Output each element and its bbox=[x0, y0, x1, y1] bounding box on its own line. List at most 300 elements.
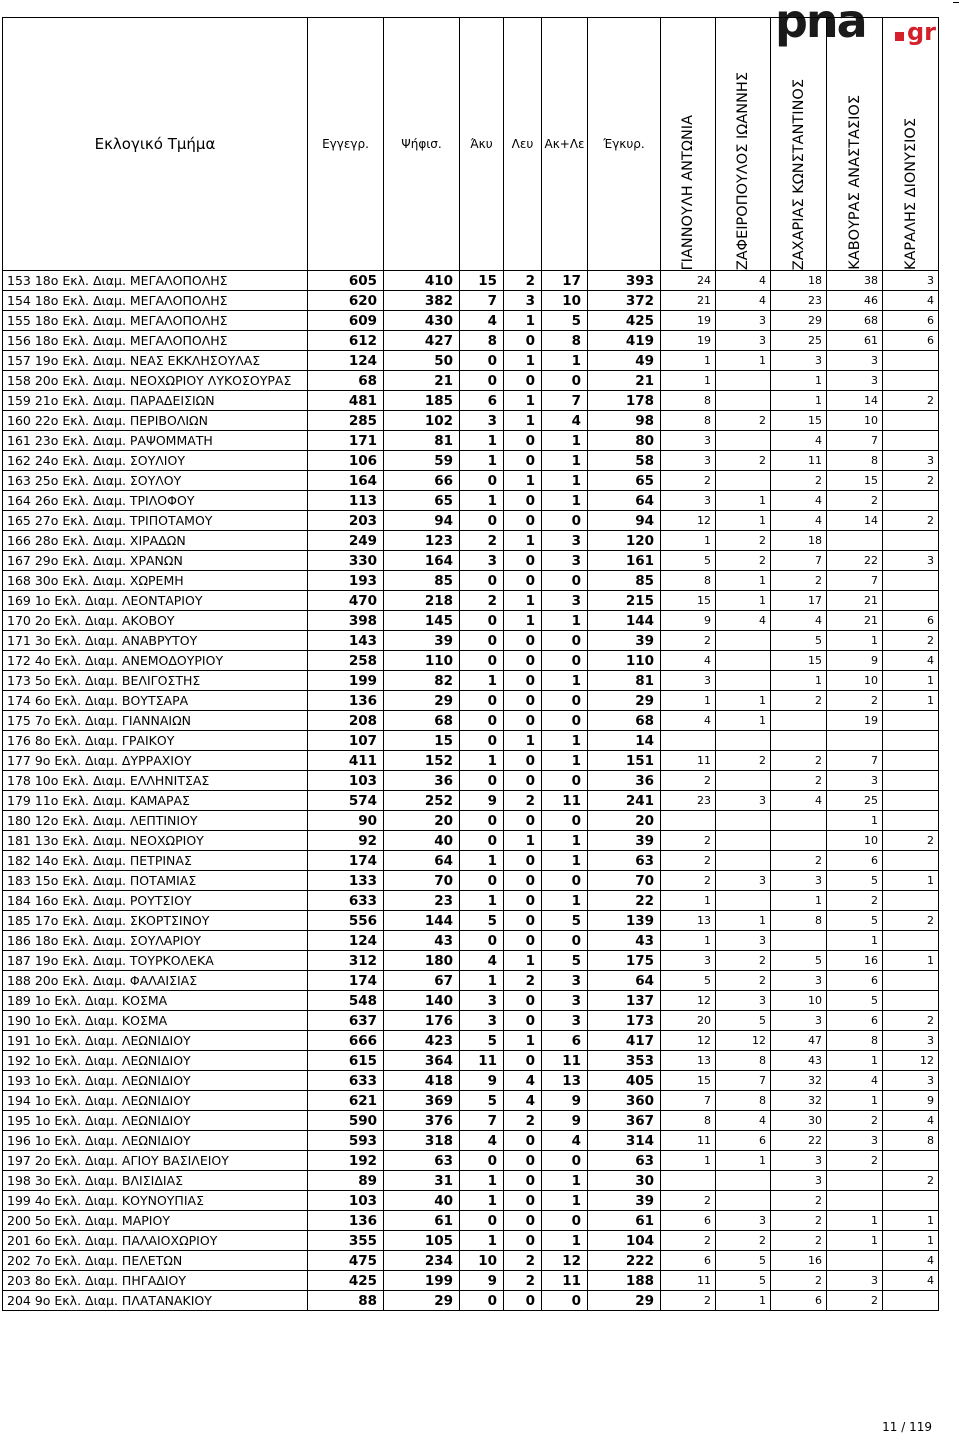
candidate-votes-cell bbox=[716, 731, 771, 751]
count-cell: 136 bbox=[308, 1211, 384, 1231]
count-cell: 0 bbox=[504, 1191, 542, 1211]
count-cell: 94 bbox=[384, 511, 460, 531]
section-name-cell: 154 18ο Εκλ. Διαμ. ΜΕΓΑΛΟΠΟΛΗΣ bbox=[3, 291, 308, 311]
section-name-cell: 157 19ο Εκλ. Διαμ. ΝΕΑΣ ΕΚΚΛΗΣΟΥΛΑΣ bbox=[3, 351, 308, 371]
count-cell: 140 bbox=[384, 991, 460, 1011]
table-row bbox=[3, 671, 939, 691]
candidate-votes-cell: 2 bbox=[661, 771, 716, 791]
count-cell: 175 bbox=[588, 951, 661, 971]
count-cell: 14 bbox=[588, 731, 661, 751]
section-name-cell: 191 1ο Εκλ. Διαμ. ΛΕΩΝΙΔΙΟΥ bbox=[3, 1031, 308, 1051]
count-cell: 49 bbox=[588, 351, 661, 371]
candidate-votes-cell: 3 bbox=[827, 1131, 883, 1151]
count-cell: 1 bbox=[542, 851, 588, 871]
candidate-votes-cell: 3 bbox=[827, 1271, 883, 1291]
count-cell: 173 bbox=[588, 1011, 661, 1031]
section-name-cell: 162 24ο Εκλ. Διαμ. ΣΟΥΛΙΟΥ bbox=[3, 451, 308, 471]
count-cell: 90 bbox=[308, 811, 384, 831]
count-cell: 0 bbox=[460, 1151, 504, 1171]
candidate-votes-cell: 1 bbox=[827, 1211, 883, 1231]
count-cell: 105 bbox=[384, 1231, 460, 1251]
candidate-votes-cell: 1 bbox=[883, 671, 939, 691]
candidate-votes-cell bbox=[716, 651, 771, 671]
candidate-votes-cell: 2 bbox=[883, 1171, 939, 1191]
candidate-votes-cell: 1 bbox=[771, 371, 827, 391]
count-cell: 13 bbox=[542, 1071, 588, 1091]
count-cell: 470 bbox=[308, 591, 384, 611]
count-cell: 0 bbox=[542, 511, 588, 531]
count-cell: 427 bbox=[384, 331, 460, 351]
section-name-cell: 201 6ο Εκλ. Διαμ. ΠΑΛΑΙΟΧΩΡΙΟΥ bbox=[3, 1231, 308, 1251]
count-cell: 30 bbox=[588, 1171, 661, 1191]
count-cell: 6 bbox=[542, 1031, 588, 1051]
candidate-name: ΓΙΑΝΝΟΥΛΗ ΑΝΤΩΝΙΑ bbox=[680, 114, 696, 270]
candidate-votes-cell bbox=[883, 1151, 939, 1171]
table-row bbox=[3, 711, 939, 731]
section-name-cell: 173 5ο Εκλ. Διαμ. ΒΕΛΙΓΟΣΤΗΣ bbox=[3, 671, 308, 691]
count-cell: 29 bbox=[384, 691, 460, 711]
candidate-votes-cell: 2 bbox=[827, 1111, 883, 1131]
table-row bbox=[3, 791, 939, 811]
table-row bbox=[3, 611, 939, 631]
table-row bbox=[3, 811, 939, 831]
count-cell: 369 bbox=[384, 1091, 460, 1111]
table-row bbox=[3, 1291, 939, 1311]
count-cell: 178 bbox=[588, 391, 661, 411]
candidate-votes-cell: 6 bbox=[716, 1131, 771, 1151]
count-cell: 40 bbox=[384, 1191, 460, 1211]
count-cell: 11 bbox=[542, 1051, 588, 1071]
table-row bbox=[3, 351, 939, 371]
count-cell: 68 bbox=[384, 711, 460, 731]
candidate-votes-cell: 3 bbox=[661, 431, 716, 451]
count-cell: 3 bbox=[460, 991, 504, 1011]
count-cell: 0 bbox=[504, 1291, 542, 1311]
section-name-cell: 175 7ο Εκλ. Διαμ. ΓΙΑΝΝΑΙΩΝ bbox=[3, 711, 308, 731]
count-cell: 0 bbox=[460, 831, 504, 851]
section-name-cell: 156 18ο Εκλ. Διαμ. ΜΕΓΑΛΟΠΟΛΗΣ bbox=[3, 331, 308, 351]
count-cell: 1 bbox=[460, 671, 504, 691]
count-cell: 367 bbox=[588, 1111, 661, 1131]
candidate-votes-cell bbox=[771, 931, 827, 951]
table-row bbox=[3, 471, 939, 491]
count-cell: 9 bbox=[460, 791, 504, 811]
count-cell: 104 bbox=[588, 1231, 661, 1251]
count-cell: 5 bbox=[460, 911, 504, 931]
section-name-cell: 187 19ο Εκλ. Διαμ. ΤΟΥΡΚΟΛΕΚΑ bbox=[3, 951, 308, 971]
section-name-cell: 170 2ο Εκλ. Διαμ. ΑΚΟΒΟΥ bbox=[3, 611, 308, 631]
table-row bbox=[3, 1011, 939, 1031]
candidate-votes-cell bbox=[883, 751, 939, 771]
header-candidate bbox=[827, 18, 883, 271]
results-table bbox=[2, 17, 939, 1311]
candidate-votes-cell: 11 bbox=[661, 1271, 716, 1291]
candidate-votes-cell: 8 bbox=[661, 1111, 716, 1131]
count-cell: 0 bbox=[504, 551, 542, 571]
count-cell: 1 bbox=[542, 351, 588, 371]
candidate-votes-cell bbox=[883, 1191, 939, 1211]
candidate-votes-cell: 11 bbox=[771, 451, 827, 471]
candidate-votes-cell: 4 bbox=[771, 611, 827, 631]
candidate-votes-cell: 3 bbox=[661, 671, 716, 691]
count-cell: 0 bbox=[542, 1151, 588, 1171]
candidate-votes-cell: 18 bbox=[771, 531, 827, 551]
count-cell: 0 bbox=[504, 771, 542, 791]
header-invalid: Άκυ bbox=[460, 18, 504, 271]
count-cell: 318 bbox=[384, 1131, 460, 1151]
table-row bbox=[3, 531, 939, 551]
count-cell: 7 bbox=[460, 291, 504, 311]
count-cell: 0 bbox=[504, 991, 542, 1011]
candidate-votes-cell bbox=[883, 811, 939, 831]
count-cell: 0 bbox=[460, 811, 504, 831]
candidate-votes-cell bbox=[883, 411, 939, 431]
candidate-votes-cell: 19 bbox=[661, 331, 716, 351]
count-cell: 0 bbox=[504, 871, 542, 891]
count-cell: 0 bbox=[504, 711, 542, 731]
count-cell: 68 bbox=[588, 711, 661, 731]
table-row bbox=[3, 991, 939, 1011]
candidate-votes-cell: 4 bbox=[827, 1071, 883, 1091]
count-cell: 0 bbox=[542, 871, 588, 891]
count-cell: 0 bbox=[504, 431, 542, 451]
count-cell: 314 bbox=[588, 1131, 661, 1151]
candidate-votes-cell: 6 bbox=[883, 331, 939, 351]
candidate-votes-cell: 1 bbox=[827, 1091, 883, 1111]
candidate-votes-cell: 2 bbox=[827, 891, 883, 911]
count-cell: 1 bbox=[504, 471, 542, 491]
count-cell: 0 bbox=[542, 771, 588, 791]
count-cell: 144 bbox=[588, 611, 661, 631]
count-cell: 1 bbox=[542, 891, 588, 911]
count-cell: 0 bbox=[460, 371, 504, 391]
candidate-votes-cell bbox=[827, 731, 883, 751]
count-cell: 15 bbox=[460, 271, 504, 291]
candidate-votes-cell: 2 bbox=[771, 1271, 827, 1291]
count-cell: 59 bbox=[384, 451, 460, 471]
candidate-votes-cell: 24 bbox=[661, 271, 716, 291]
table-row bbox=[3, 1171, 939, 1191]
candidate-votes-cell: 14 bbox=[827, 391, 883, 411]
candidate-votes-cell: 38 bbox=[827, 271, 883, 291]
count-cell: 0 bbox=[460, 691, 504, 711]
section-name-cell: 172 4ο Εκλ. Διαμ. ΑΝΕΜΟΔΟΥΡΙΟΥ bbox=[3, 651, 308, 671]
count-cell: 199 bbox=[384, 1271, 460, 1291]
candidate-votes-cell: 3 bbox=[771, 871, 827, 891]
candidate-votes-cell: 10 bbox=[827, 411, 883, 431]
candidate-votes-cell bbox=[716, 671, 771, 691]
count-cell: 39 bbox=[588, 631, 661, 651]
count-cell: 621 bbox=[308, 1091, 384, 1111]
count-cell: 612 bbox=[308, 331, 384, 351]
count-cell: 0 bbox=[504, 891, 542, 911]
count-cell: 2 bbox=[504, 1251, 542, 1271]
count-cell: 11 bbox=[542, 791, 588, 811]
candidate-votes-cell bbox=[827, 1191, 883, 1211]
count-cell: 208 bbox=[308, 711, 384, 731]
count-cell: 103 bbox=[308, 771, 384, 791]
header-row bbox=[3, 18, 939, 271]
section-name-cell: 182 14ο Εκλ. Διαμ. ΠΕΤΡΙΝΑΣ bbox=[3, 851, 308, 871]
count-cell: 0 bbox=[460, 631, 504, 651]
candidate-votes-cell: 6 bbox=[827, 851, 883, 871]
table-row bbox=[3, 511, 939, 531]
candidate-votes-cell: 2 bbox=[883, 1011, 939, 1031]
logo-suffix: gr bbox=[907, 18, 937, 46]
candidate-votes-cell: 4 bbox=[771, 431, 827, 451]
count-cell: 1 bbox=[504, 1031, 542, 1051]
count-cell: 425 bbox=[308, 1271, 384, 1291]
count-cell: 1 bbox=[460, 1171, 504, 1191]
count-cell: 666 bbox=[308, 1031, 384, 1051]
count-cell: 63 bbox=[384, 1151, 460, 1171]
section-name-cell: 165 27ο Εκλ. Διαμ. ΤΡΙΠΟΤΑΜΟΥ bbox=[3, 511, 308, 531]
count-cell: 0 bbox=[542, 571, 588, 591]
count-cell: 21 bbox=[384, 371, 460, 391]
count-cell: 9 bbox=[542, 1091, 588, 1111]
candidate-votes-cell bbox=[883, 891, 939, 911]
candidate-votes-cell bbox=[716, 371, 771, 391]
count-cell: 0 bbox=[504, 691, 542, 711]
count-cell: 29 bbox=[588, 1291, 661, 1311]
count-cell: 133 bbox=[308, 871, 384, 891]
table-row bbox=[3, 731, 939, 751]
count-cell: 0 bbox=[460, 731, 504, 751]
candidate-votes-cell: 4 bbox=[716, 291, 771, 311]
count-cell: 475 bbox=[308, 1251, 384, 1271]
count-cell: 249 bbox=[308, 531, 384, 551]
count-cell: 174 bbox=[308, 971, 384, 991]
candidate-votes-cell: 2 bbox=[883, 911, 939, 931]
header-blank: Λευ bbox=[504, 18, 542, 271]
candidate-votes-cell bbox=[716, 851, 771, 871]
count-cell: 10 bbox=[542, 291, 588, 311]
count-cell: 107 bbox=[308, 731, 384, 751]
table-row bbox=[3, 831, 939, 851]
section-name-cell: 192 1ο Εκλ. Διαμ. ΛΕΩΝΙΔΙΟΥ bbox=[3, 1051, 308, 1071]
count-cell: 0 bbox=[504, 751, 542, 771]
candidate-votes-cell: 4 bbox=[883, 1251, 939, 1271]
count-cell: 39 bbox=[384, 631, 460, 651]
candidate-votes-cell: 5 bbox=[661, 971, 716, 991]
candidate-votes-cell: 2 bbox=[883, 511, 939, 531]
candidate-votes-cell: 8 bbox=[716, 1091, 771, 1111]
table-row bbox=[3, 391, 939, 411]
table-row bbox=[3, 291, 939, 311]
table-row bbox=[3, 1031, 939, 1051]
header-registered: Εγγεγρ. bbox=[308, 18, 384, 271]
candidate-votes-cell: 8 bbox=[716, 1051, 771, 1071]
candidate-votes-cell: 46 bbox=[827, 291, 883, 311]
candidate-votes-cell: 3 bbox=[771, 1151, 827, 1171]
count-cell: 615 bbox=[308, 1051, 384, 1071]
candidate-votes-cell bbox=[771, 811, 827, 831]
count-cell: 1 bbox=[460, 431, 504, 451]
candidate-votes-cell: 1 bbox=[883, 951, 939, 971]
section-name-cell: 161 23ο Εκλ. Διαμ. ΡΑΨΟΜΜΑΤΗ bbox=[3, 431, 308, 451]
count-cell: 1 bbox=[504, 411, 542, 431]
candidate-votes-cell: 2 bbox=[661, 1291, 716, 1311]
candidate-votes-cell: 2 bbox=[771, 1211, 827, 1231]
header-voted: Ψήφισ. bbox=[384, 18, 460, 271]
candidate-votes-cell bbox=[883, 571, 939, 591]
count-cell: 1 bbox=[460, 751, 504, 771]
candidate-votes-cell: 14 bbox=[827, 511, 883, 531]
candidate-votes-cell: 17 bbox=[771, 591, 827, 611]
candidate-votes-cell bbox=[716, 771, 771, 791]
count-cell: 188 bbox=[588, 1271, 661, 1291]
count-cell: 23 bbox=[384, 891, 460, 911]
count-cell: 39 bbox=[588, 1191, 661, 1211]
candidate-votes-cell: 2 bbox=[661, 851, 716, 871]
candidate-votes-cell: 1 bbox=[827, 631, 883, 651]
count-cell: 174 bbox=[308, 851, 384, 871]
table-row bbox=[3, 1231, 939, 1251]
count-cell: 637 bbox=[308, 1011, 384, 1031]
count-cell: 0 bbox=[504, 671, 542, 691]
count-cell: 0 bbox=[504, 931, 542, 951]
table-row bbox=[3, 431, 939, 451]
count-cell: 4 bbox=[504, 1091, 542, 1111]
candidate-votes-cell: 3 bbox=[716, 331, 771, 351]
candidate-votes-cell: 1 bbox=[661, 1151, 716, 1171]
count-cell: 0 bbox=[504, 511, 542, 531]
count-cell: 4 bbox=[542, 411, 588, 431]
candidate-votes-cell: 3 bbox=[716, 931, 771, 951]
count-cell: 1 bbox=[504, 311, 542, 331]
candidate-votes-cell: 22 bbox=[771, 1131, 827, 1151]
candidate-votes-cell: 68 bbox=[827, 311, 883, 331]
count-cell: 144 bbox=[384, 911, 460, 931]
count-cell: 89 bbox=[308, 1171, 384, 1191]
count-cell: 0 bbox=[460, 771, 504, 791]
candidate-votes-cell: 5 bbox=[771, 951, 827, 971]
count-cell: 330 bbox=[308, 551, 384, 571]
count-cell: 1 bbox=[460, 491, 504, 511]
count-cell: 218 bbox=[384, 591, 460, 611]
section-name-cell: 169 1ο Εκλ. Διαμ. ΛΕΟΝΤΑΡΙΟΥ bbox=[3, 591, 308, 611]
header-invalid-blank: Ακ+Λε bbox=[542, 18, 588, 271]
count-cell: 3 bbox=[504, 291, 542, 311]
section-name-cell: 158 20ο Εκλ. Διαμ. ΝΕΟΧΩΡΙΟΥ ΛΥΚΟΣΟΥΡΑΣ bbox=[3, 371, 308, 391]
count-cell: 7 bbox=[460, 1111, 504, 1131]
candidate-votes-cell: 15 bbox=[661, 591, 716, 611]
count-cell: 164 bbox=[308, 471, 384, 491]
candidate-votes-cell: 3 bbox=[883, 451, 939, 471]
count-cell: 1 bbox=[542, 731, 588, 751]
section-name-cell: 180 12ο Εκλ. Διαμ. ΛΕΠΤΙΝΙΟΥ bbox=[3, 811, 308, 831]
candidate-votes-cell bbox=[883, 371, 939, 391]
candidate-votes-cell: 2 bbox=[883, 831, 939, 851]
table-row bbox=[3, 971, 939, 991]
count-cell: 192 bbox=[308, 1151, 384, 1171]
count-cell: 0 bbox=[542, 651, 588, 671]
candidate-votes-cell: 3 bbox=[716, 991, 771, 1011]
count-cell: 82 bbox=[384, 671, 460, 691]
count-cell: 36 bbox=[384, 771, 460, 791]
table-row bbox=[3, 551, 939, 571]
section-name-cell: 185 17ο Εκλ. Διαμ. ΣΚΟΡΤΣΙΝΟΥ bbox=[3, 911, 308, 931]
candidate-votes-cell: 6 bbox=[883, 611, 939, 631]
candidate-votes-cell: 2 bbox=[661, 631, 716, 651]
candidate-votes-cell bbox=[771, 711, 827, 731]
count-cell: 1 bbox=[504, 951, 542, 971]
count-cell: 20 bbox=[588, 811, 661, 831]
count-cell: 0 bbox=[460, 611, 504, 631]
count-cell: 0 bbox=[542, 691, 588, 711]
count-cell: 5 bbox=[542, 311, 588, 331]
page-number: 11 / 119 bbox=[882, 1420, 932, 1434]
count-cell: 0 bbox=[542, 1291, 588, 1311]
candidate-votes-cell: 2 bbox=[827, 1291, 883, 1311]
count-cell: 80 bbox=[588, 431, 661, 451]
count-cell: 360 bbox=[588, 1091, 661, 1111]
candidate-votes-cell: 19 bbox=[661, 311, 716, 331]
count-cell: 285 bbox=[308, 411, 384, 431]
count-cell: 0 bbox=[460, 711, 504, 731]
count-cell: 67 bbox=[384, 971, 460, 991]
candidate-votes-cell: 7 bbox=[827, 431, 883, 451]
count-cell: 2 bbox=[504, 791, 542, 811]
count-cell: 1 bbox=[504, 391, 542, 411]
count-cell: 364 bbox=[384, 1051, 460, 1071]
candidate-votes-cell: 2 bbox=[716, 1231, 771, 1251]
count-cell: 171 bbox=[308, 431, 384, 451]
count-cell: 203 bbox=[308, 511, 384, 531]
count-cell: 633 bbox=[308, 1071, 384, 1091]
candidate-votes-cell: 1 bbox=[716, 571, 771, 591]
candidate-votes-cell: 1 bbox=[661, 351, 716, 371]
count-cell: 123 bbox=[384, 531, 460, 551]
count-cell: 61 bbox=[588, 1211, 661, 1231]
count-cell: 0 bbox=[504, 911, 542, 931]
section-name-cell: 178 10ο Εκλ. Διαμ. ΕΛΛΗΝΙΤΣΑΣ bbox=[3, 771, 308, 791]
candidate-votes-cell bbox=[661, 1171, 716, 1191]
count-cell: 590 bbox=[308, 1111, 384, 1131]
candidate-votes-cell: 3 bbox=[883, 1071, 939, 1091]
count-cell: 152 bbox=[384, 751, 460, 771]
candidate-votes-cell: 25 bbox=[771, 331, 827, 351]
candidate-votes-cell bbox=[661, 731, 716, 751]
candidate-votes-cell: 2 bbox=[661, 1231, 716, 1251]
count-cell: 405 bbox=[588, 1071, 661, 1091]
header-candidate bbox=[883, 18, 939, 271]
count-cell: 185 bbox=[384, 391, 460, 411]
candidate-votes-cell: 12 bbox=[716, 1031, 771, 1051]
candidate-votes-cell bbox=[883, 491, 939, 511]
count-cell: 3 bbox=[460, 551, 504, 571]
candidate-votes-cell bbox=[883, 431, 939, 451]
candidate-votes-cell bbox=[883, 1291, 939, 1311]
header-valid: Έγκυρ. bbox=[588, 18, 661, 271]
count-cell: 3 bbox=[460, 411, 504, 431]
count-cell: 161 bbox=[588, 551, 661, 571]
candidate-votes-cell: 2 bbox=[716, 951, 771, 971]
candidate-votes-cell: 4 bbox=[883, 291, 939, 311]
table-row bbox=[3, 1071, 939, 1091]
candidate-votes-cell: 1 bbox=[716, 1151, 771, 1171]
section-name-cell: 171 3ο Εκλ. Διαμ. ΑΝΑΒΡΥΤΟΥ bbox=[3, 631, 308, 651]
candidate-votes-cell: 12 bbox=[661, 1031, 716, 1051]
candidate-votes-cell: 2 bbox=[661, 831, 716, 851]
candidate-votes-cell: 2 bbox=[716, 551, 771, 571]
candidate-votes-cell: 1 bbox=[883, 871, 939, 891]
table-row bbox=[3, 871, 939, 891]
candidate-votes-cell: 1 bbox=[716, 1291, 771, 1311]
count-cell: 39 bbox=[588, 831, 661, 851]
section-name-cell: 179 11ο Εκλ. Διαμ. ΚΑΜΑΡΑΣ bbox=[3, 791, 308, 811]
candidate-votes-cell: 2 bbox=[716, 751, 771, 771]
